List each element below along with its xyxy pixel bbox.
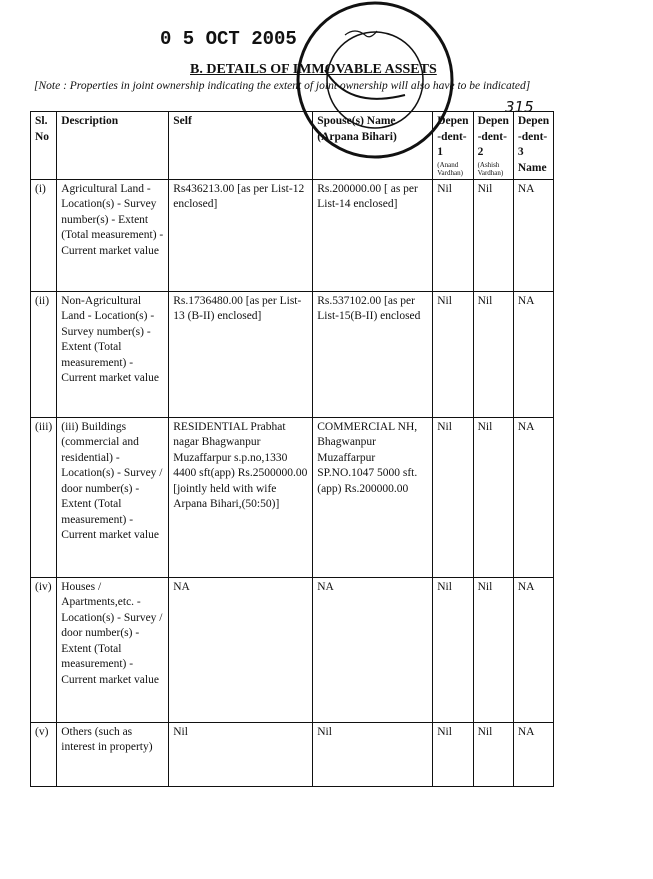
cell-dependent-2: Nil	[473, 577, 513, 722]
cell-sl: (ii)	[31, 291, 57, 417]
cell-self: RESIDENTIAL Prabhat nagar Bhagwanpur Muzaffarpur s.p.no,1330 4400 sft(app) Rs.2500000.00 [jointly held with wife Arpana Bihari,(50:50)]	[169, 417, 313, 577]
table-header-row	[31, 112, 554, 180]
column-header-dependent-1-label: Depen -dent- 1	[437, 115, 469, 158]
column-header-dependent-2-label: Depen -dent- 2	[477, 115, 509, 158]
cell-self: Nil	[169, 722, 313, 786]
column-header-dependent-1	[433, 112, 473, 180]
cell-dependent-1: Nil	[433, 291, 473, 417]
page-title: B. DETAILS OF IMMOVABLE ASSETS	[190, 62, 437, 77]
cell-dependent-2: Nil	[473, 722, 513, 786]
cell-sl: (v)	[31, 722, 57, 786]
column-header-dependent-3: Depen -dent- 3 Name	[513, 112, 553, 180]
cell-description: Houses / Apartments,etc. - Location(s) - Survey / door number(s) - Extent (Total measurement) - Current market value	[57, 577, 169, 722]
cell-dependent-1: Nil	[433, 722, 473, 786]
cell-dependent-1: Nil	[433, 417, 473, 577]
assets-table	[30, 111, 554, 787]
cell-self: Rs436213.00 [as per List-12 enclosed]	[169, 179, 313, 291]
note-text: [Note : Properties in joint ownership indicating the extent of joint ownership will also have to be indicated]	[34, 80, 531, 92]
cell-dependent-2: Nil	[473, 179, 513, 291]
cell-spouse: Nil	[313, 722, 433, 786]
table-row	[31, 417, 554, 577]
cell-dependent-3: NA	[513, 722, 553, 786]
cell-description: Others (such as interest in property)	[57, 722, 169, 786]
cell-self: Rs.1736480.00 [as per List-13 (B-II) enclosed]	[169, 291, 313, 417]
cell-description: (iii) Buildings (commercial and residential) - Location(s) - Survey / door number(s) - Extent (Total measurement) - Current market value	[57, 417, 169, 577]
table-row	[31, 722, 554, 786]
table-row	[31, 577, 554, 722]
cell-self: NA	[169, 577, 313, 722]
cell-spouse: NA	[313, 577, 433, 722]
cell-dependent-1: Nil	[433, 179, 473, 291]
column-header-dependent-2-sub: (Ashish Vardhan)	[477, 160, 504, 177]
cell-dependent-1: Nil	[433, 577, 473, 722]
table-row	[31, 291, 554, 417]
cell-spouse: COMMERCIAL NH, Bhagwanpur Muzaffarpur SP.NO.1047 5000 sft.(app) Rs.200000.00	[313, 417, 433, 577]
cell-dependent-3: NA	[513, 417, 553, 577]
cell-dependent-3: NA	[513, 179, 553, 291]
column-header-dependent-2	[473, 112, 513, 180]
cell-description: Agricultural Land - Location(s) - Survey number(s) - Extent (Total measurement) - Current market value	[57, 179, 169, 291]
cell-spouse: Rs.200000.00 [ as per List-14 enclosed]	[313, 179, 433, 291]
cell-sl: (iii)	[31, 417, 57, 577]
cell-spouse: Rs.537102.00 [as per List-15(B-II) enclosed	[313, 291, 433, 417]
cell-sl: (i)	[31, 179, 57, 291]
column-header-dependent-1-sub: (Anand Vardhan)	[437, 160, 463, 177]
page-number: 315	[505, 98, 534, 116]
column-header-spouse: Spouse(s) Name (Arpana Bihari)	[313, 112, 433, 180]
cell-dependent-3: NA	[513, 291, 553, 417]
cell-dependent-2: Nil	[473, 291, 513, 417]
date-stamp: 0 5 OCT 2005	[160, 28, 297, 50]
column-header-self: Self	[169, 112, 313, 180]
cell-dependent-2: Nil	[473, 417, 513, 577]
cell-sl: (iv)	[31, 577, 57, 722]
table-row	[31, 179, 554, 291]
cell-description: Non-Agricultural Land - Location(s) - Survey number(s) - Extent (Total measurement) - Current market value	[57, 291, 169, 417]
column-header-description: Description	[57, 112, 169, 180]
column-header-sl: Sl. No	[31, 112, 57, 180]
cell-dependent-3: NA	[513, 577, 553, 722]
